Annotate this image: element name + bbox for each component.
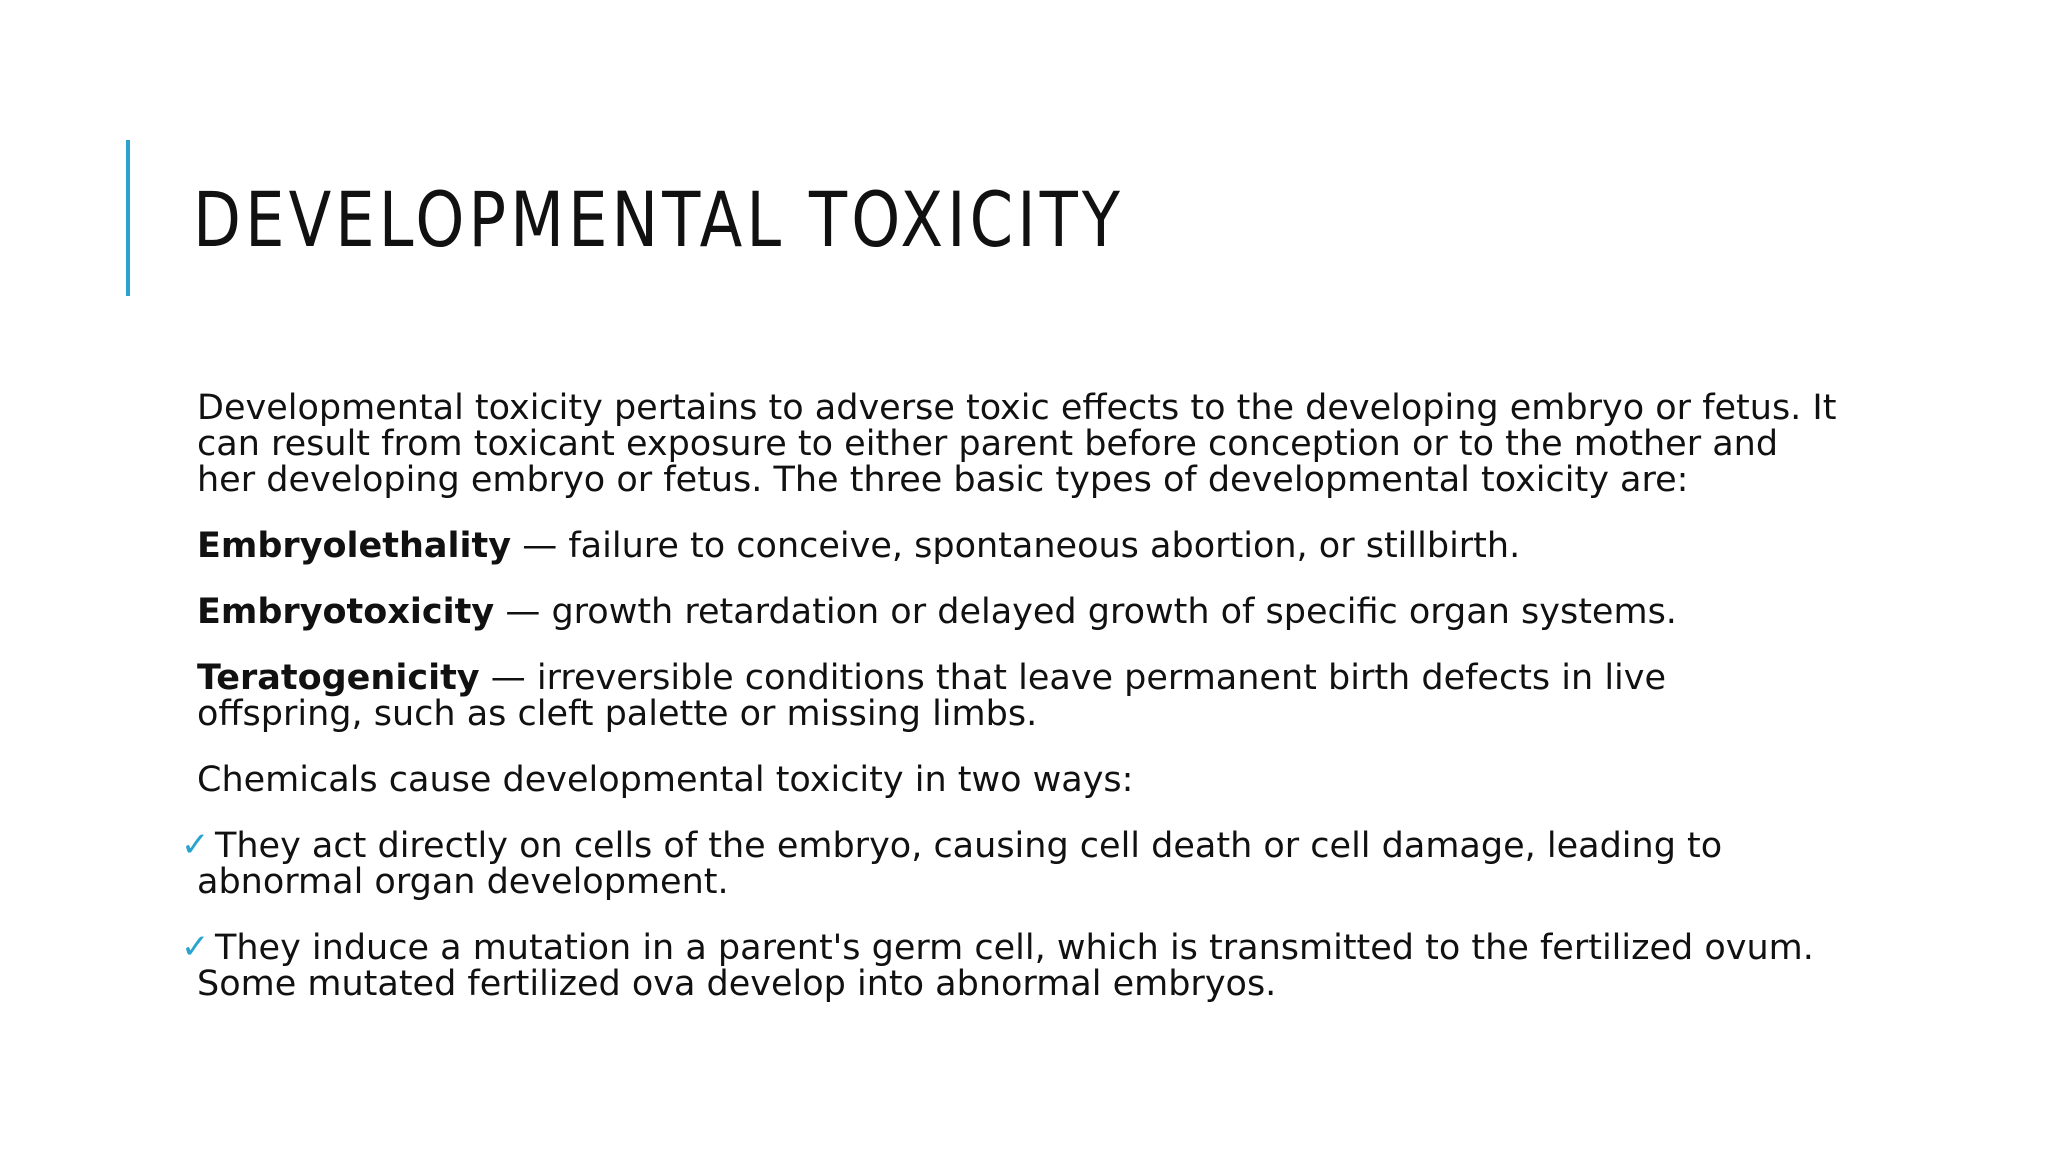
way-item-mutation (181, 927, 1837, 1004)
intro-paragraph: Developmental toxicity pertains to adverse toxic effects to the developing embryo or fetus. It can result from toxicant exposure to either parent before conception or to the mother and her developing embryo or fetus. The three basic types of developmental toxicity are: (197, 388, 1837, 500)
slide-body (181, 388, 1837, 1032)
way-line-1: They induce a mutation in a parent's germ cell, which is transmitted to the fertilized ovum. (215, 928, 1814, 968)
type-definition: — irreversible conditions that leave permanent birth defects in live offspring, such as cleft palette or missing limbs. (197, 658, 1667, 734)
type-teratogenicity (197, 660, 1837, 732)
type-term: Embryotoxicity (197, 592, 495, 632)
type-definition: — growth retardation or delayed growth of specific organ systems. (494, 592, 1677, 632)
type-embryotoxicity (197, 594, 1837, 630)
checkmark-icon: ✓ (181, 927, 210, 967)
checkmark-icon: ✓ (181, 825, 210, 865)
way-line-2: abnormal organ development. (197, 862, 729, 902)
way-line-1: They act directly on cells of the embryo, causing cell death or cell damage, leading to (215, 826, 1723, 866)
slide-title: DEVELOPMENTAL TOXICITY (193, 175, 1125, 264)
title-accent-bar (126, 140, 130, 296)
way-line-2: Some mutated fertilized ova develop into abnormal embryos. (197, 964, 1277, 1004)
type-embryolethality (197, 528, 1837, 564)
type-term: Teratogenicity (197, 658, 480, 698)
type-term: Embryolethality (197, 526, 512, 566)
way-item-direct (181, 825, 1837, 902)
type-definition: — failure to conceive, spontaneous abortion, or stillbirth. (511, 526, 1521, 566)
ways-intro: Chemicals cause developmental toxicity in two ways: (197, 760, 1134, 800)
